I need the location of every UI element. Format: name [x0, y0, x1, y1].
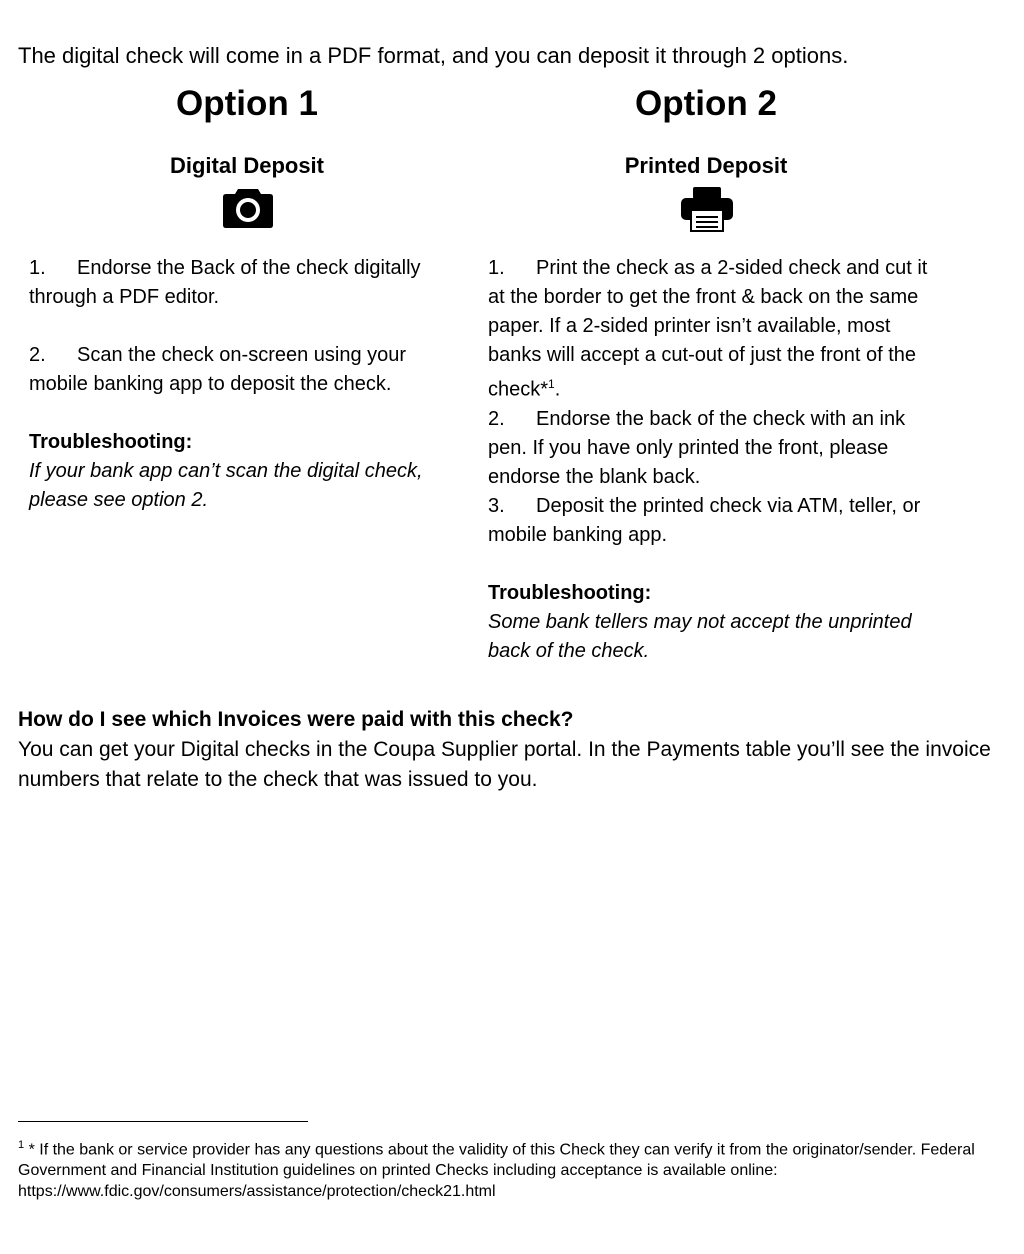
- footnote-marker: 1: [18, 1139, 25, 1151]
- option1-title: Option 1: [176, 84, 318, 123]
- printer-icon: [680, 186, 734, 232]
- footnote-divider: [18, 1121, 308, 1122]
- option1-subtitle: Digital Deposit: [169, 153, 324, 178]
- option1-troubleshooting-text: If your bank app can’t scan the digital check, please see option 2.: [29, 460, 423, 511]
- option2-step2: 2. Endorse the back of the check with an ink pen. If you have only printed the front, please endorse the blank back.: [488, 407, 906, 488]
- option1-troubleshooting-label: Troubleshooting:: [29, 431, 193, 453]
- option1-step1: 1. Endorse the Back of the check digitally through a PDF editor.: [29, 257, 421, 308]
- faq-section: [18, 705, 1008, 795]
- option2-subtitle: Printed Deposit: [624, 153, 788, 178]
- option2-troubleshooting-text: Some bank tellers may not accept the unprinted back of the check.: [488, 610, 912, 662]
- footnote: [18, 1135, 1008, 1202]
- faq-answer: You can get your Digital checks in the Coupa Supplier portal. In the Payments table you’ll see the invoice numbers that relate to the check that was issued to you.: [18, 738, 991, 791]
- option2-step3: 3. Deposit the printed check via ATM, teller, or mobile banking app.: [488, 494, 921, 546]
- option2-troubleshooting-label: Troubleshooting:: [488, 581, 652, 604]
- footnote-reference: 1: [548, 377, 555, 391]
- footnote-text: * If the bank or service provider has any questions about the validity of this Check they can verify it from the originator/sender. Federal Government and Financial Institution guidelines on printed Checks including acceptance is available online: https://www.fdic.gov/consumers/assistance/protection/check21.html: [18, 1141, 975, 1201]
- faq-question: How do I see which Invoices were paid with this check?: [18, 708, 574, 731]
- option1-step2: 2. Scan the check on-screen using your mobile banking app to deposit the check.: [29, 344, 407, 395]
- option1-column: [29, 254, 469, 515]
- option2-title: Option 2: [635, 84, 777, 123]
- option2-column: [488, 254, 936, 666]
- option2-step1: 1. Print the check as a 2-sided check and cut it at the border to get the front & back on the same paper. If a 2-sided printer isn’t available, most banks will accept a cut-out of just the front of the check*$^1$.: [488, 257, 928, 401]
- camera-icon: [222, 185, 274, 229]
- intro-text: The digital check will come in a PDF format, and you can deposit it through 2 options.: [18, 43, 849, 68]
